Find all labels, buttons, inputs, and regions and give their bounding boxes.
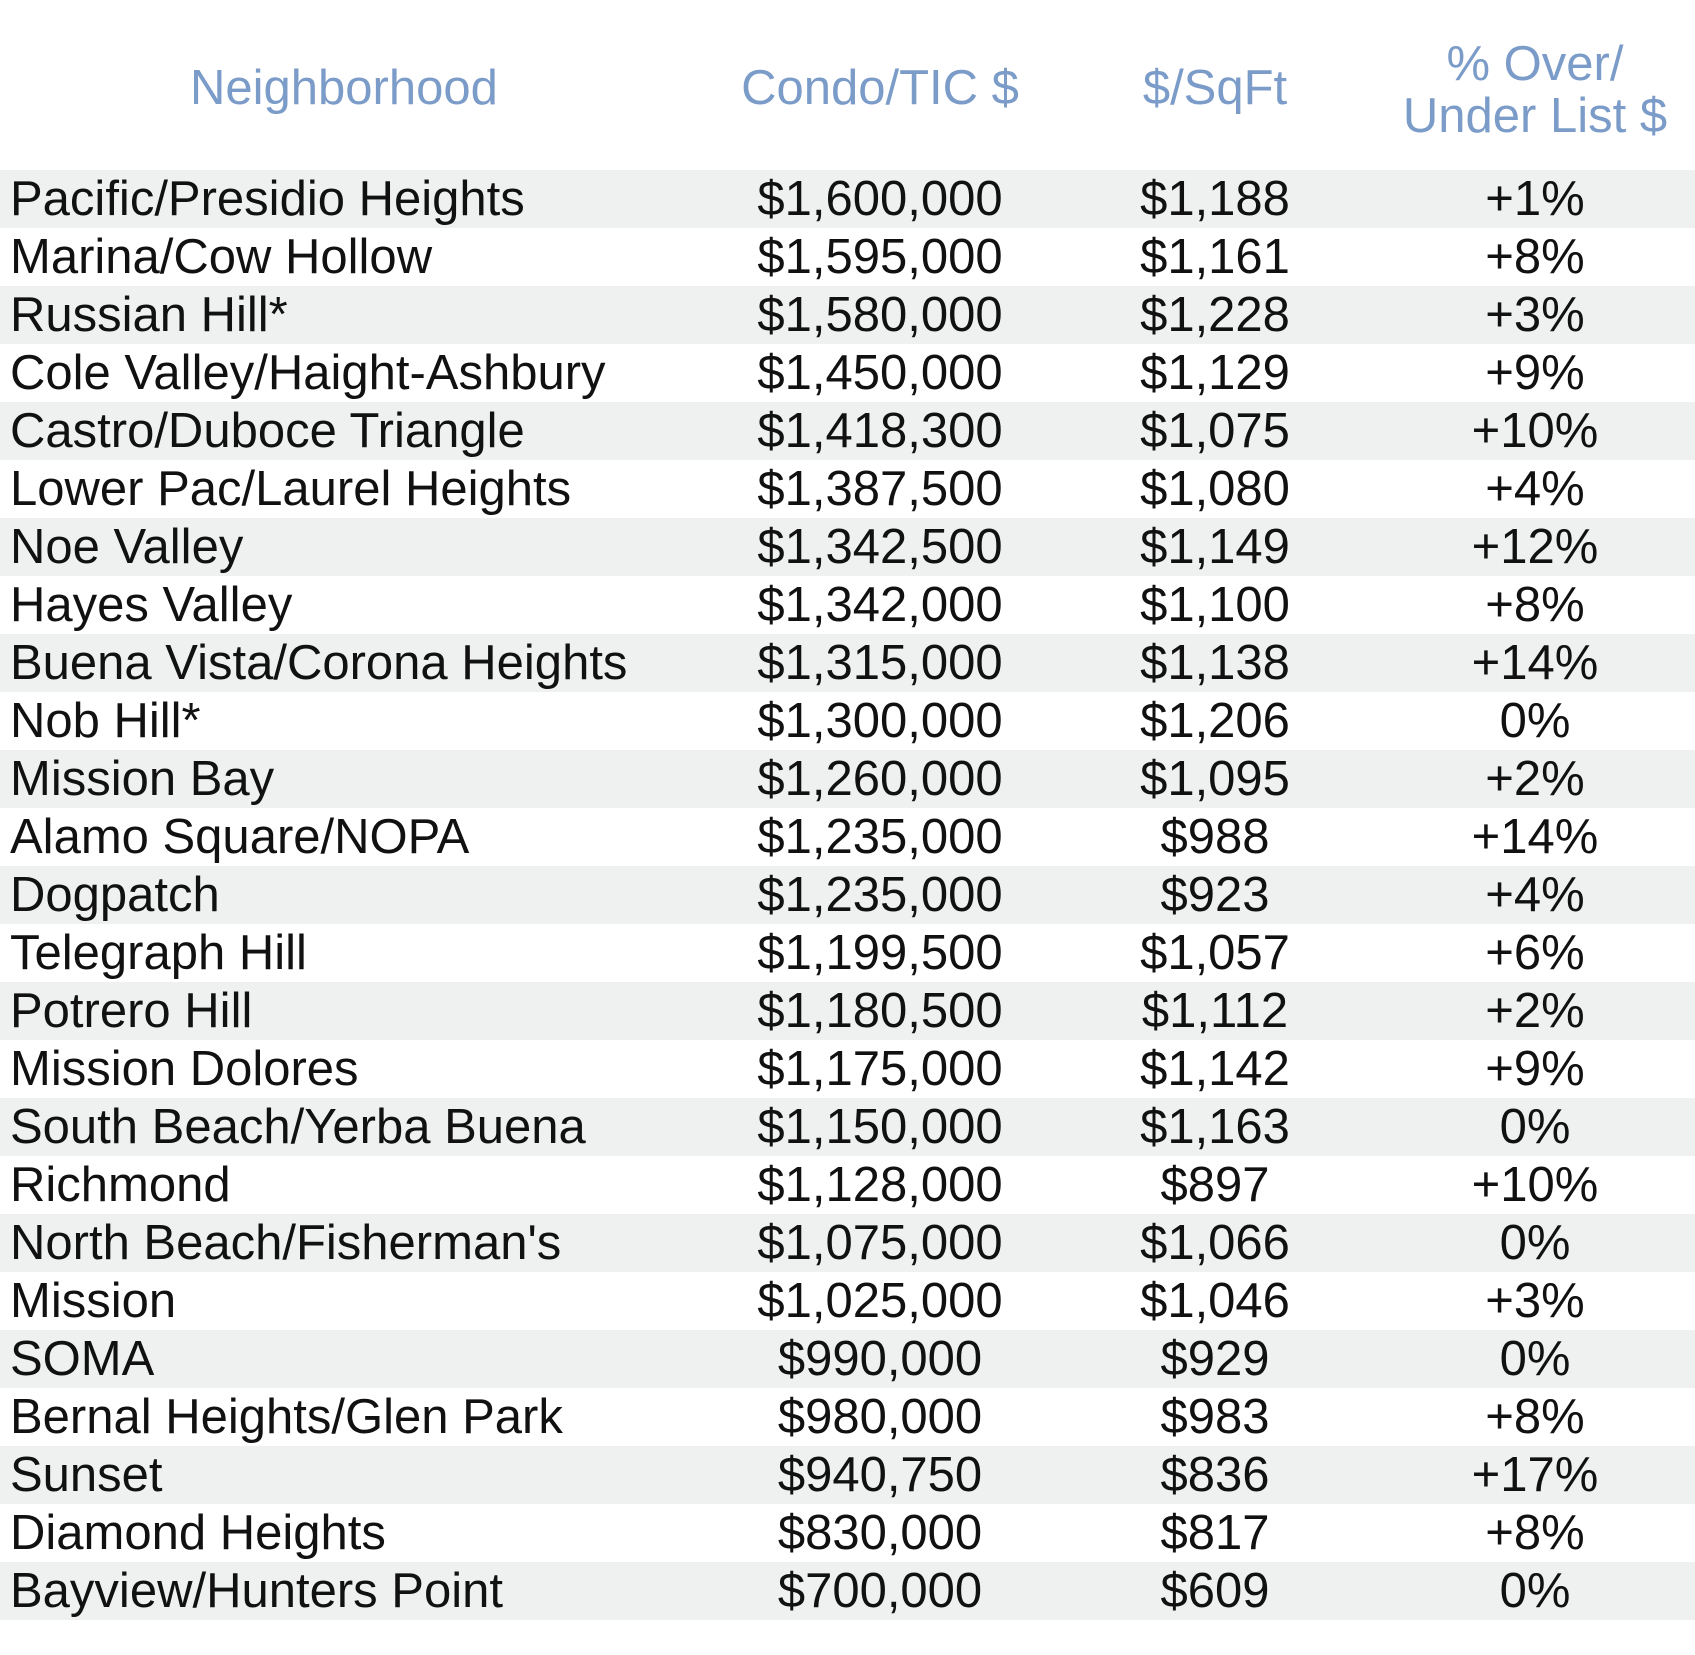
over-under-list-cell: +4% bbox=[1485, 868, 1585, 922]
over-under-list-cell: +6% bbox=[1485, 926, 1585, 980]
price-per-sqft-cell: $1,138 bbox=[1140, 636, 1290, 690]
neighborhood-cell: Dogpatch bbox=[10, 868, 220, 922]
table-row bbox=[0, 692, 1695, 750]
price-per-sqft-cell: $1,095 bbox=[1140, 752, 1290, 806]
price-per-sqft-cell: $1,075 bbox=[1140, 404, 1290, 458]
over-under-list-cell: 0% bbox=[1499, 1564, 1571, 1618]
table-row bbox=[0, 1272, 1695, 1330]
over-under-list-cell: +1% bbox=[1485, 172, 1585, 226]
neighborhood-cell: Potrero Hill bbox=[10, 984, 253, 1038]
table-row bbox=[0, 286, 1695, 344]
table-row bbox=[0, 866, 1695, 924]
price-per-sqft-cell: $1,100 bbox=[1140, 578, 1290, 632]
header-price-per-sqft: $/SqFt bbox=[1142, 61, 1288, 115]
neighborhood-cell: Sunset bbox=[10, 1448, 163, 1502]
header-condo-tic-price: Condo/TIC $ bbox=[741, 61, 1019, 115]
over-under-list-cell: +8% bbox=[1485, 230, 1585, 284]
price-per-sqft-cell: $1,206 bbox=[1140, 694, 1290, 748]
condo-tic-price-cell: $1,025,000 bbox=[757, 1274, 1003, 1328]
neighborhood-cell: Bernal Heights/Glen Park bbox=[10, 1390, 563, 1444]
neighborhood-cell: SOMA bbox=[10, 1332, 155, 1386]
over-under-list-cell: +10% bbox=[1471, 1158, 1599, 1212]
neighborhood-cell: Richmond bbox=[10, 1158, 231, 1212]
condo-tic-price-cell: $830,000 bbox=[777, 1506, 983, 1560]
condo-tic-price-cell: $1,387,500 bbox=[757, 462, 1003, 516]
condo-tic-price-cell: $1,128,000 bbox=[757, 1158, 1003, 1212]
over-under-list-cell: 0% bbox=[1499, 1332, 1571, 1386]
condo-tic-price-cell: $1,175,000 bbox=[757, 1042, 1003, 1096]
over-under-list-cell: 0% bbox=[1499, 1216, 1571, 1270]
price-per-sqft-cell: $1,057 bbox=[1140, 926, 1290, 980]
table-row bbox=[0, 344, 1695, 402]
over-under-list-cell: +2% bbox=[1485, 984, 1585, 1038]
condo-tic-price-cell: $980,000 bbox=[777, 1390, 983, 1444]
condo-tic-price-cell: $1,235,000 bbox=[757, 868, 1003, 922]
over-under-list-cell: +8% bbox=[1485, 1506, 1585, 1560]
neighborhood-cell: Diamond Heights bbox=[10, 1506, 386, 1560]
neighborhood-cell: Hayes Valley bbox=[10, 578, 293, 632]
condo-tic-price-cell: $1,595,000 bbox=[757, 230, 1003, 284]
condo-tic-price-cell: $1,150,000 bbox=[757, 1100, 1003, 1154]
over-under-list-cell: +14% bbox=[1471, 636, 1599, 690]
table-row bbox=[0, 634, 1695, 692]
table-header bbox=[0, 0, 1695, 168]
condo-tic-price-cell: $1,418,300 bbox=[757, 404, 1003, 458]
neighborhood-cell: Buena Vista/Corona Heights bbox=[10, 636, 628, 690]
condo-tic-price-cell: $1,199,500 bbox=[757, 926, 1003, 980]
condo-tic-price-cell: $1,235,000 bbox=[757, 810, 1003, 864]
over-under-list-cell: +4% bbox=[1485, 462, 1585, 516]
neighborhood-cell: Marina/Cow Hollow bbox=[10, 230, 433, 284]
condo-tic-price-cell: $1,342,000 bbox=[757, 578, 1003, 632]
price-per-sqft-cell: $1,149 bbox=[1140, 520, 1290, 574]
header-neighborhood: Neighborhood bbox=[190, 61, 498, 115]
condo-tic-price-cell: $1,450,000 bbox=[757, 346, 1003, 400]
table-row bbox=[0, 1562, 1695, 1620]
condo-tic-price-cell: $1,600,000 bbox=[757, 172, 1003, 226]
neighborhood-cell: Telegraph Hill bbox=[10, 926, 307, 980]
table-row bbox=[0, 170, 1695, 228]
condo-tic-price-cell: $1,075,000 bbox=[757, 1216, 1003, 1270]
over-under-list-cell: +3% bbox=[1485, 1274, 1585, 1328]
over-under-list-cell: +9% bbox=[1485, 1042, 1585, 1096]
neighborhood-cell: Castro/Duboce Triangle bbox=[10, 404, 525, 458]
price-per-sqft-cell: $897 bbox=[1160, 1158, 1270, 1212]
table-row bbox=[0, 1446, 1695, 1504]
condo-tic-price-cell: $1,300,000 bbox=[757, 694, 1003, 748]
price-per-sqft-cell: $1,129 bbox=[1140, 346, 1290, 400]
table-row bbox=[0, 808, 1695, 866]
neighborhood-cell: Nob Hill* bbox=[10, 694, 201, 748]
neighborhood-cell: South Beach/Yerba Buena bbox=[10, 1100, 586, 1154]
price-per-sqft-cell: $983 bbox=[1160, 1390, 1270, 1444]
condo-tic-price-cell: $940,750 bbox=[777, 1448, 983, 1502]
table-row bbox=[0, 228, 1695, 286]
neighborhood-cell: Mission bbox=[10, 1274, 177, 1328]
over-under-list-cell: +3% bbox=[1485, 288, 1585, 342]
condo-tic-price-cell: $1,580,000 bbox=[757, 288, 1003, 342]
table-row bbox=[0, 1214, 1695, 1272]
table-row bbox=[0, 1388, 1695, 1446]
condo-tic-price-cell: $1,342,500 bbox=[757, 520, 1003, 574]
price-per-sqft-cell: $923 bbox=[1160, 868, 1270, 922]
neighborhood-cell: Mission Dolores bbox=[10, 1042, 359, 1096]
table-row bbox=[0, 750, 1695, 808]
price-per-sqft-cell: $988 bbox=[1160, 810, 1270, 864]
neighborhood-cell: Noe Valley bbox=[10, 520, 244, 574]
neighborhood-cell: North Beach/Fisherman's bbox=[10, 1216, 562, 1270]
over-under-list-cell: +8% bbox=[1485, 1390, 1585, 1444]
over-under-list-cell: +9% bbox=[1485, 346, 1585, 400]
table-row bbox=[0, 1098, 1695, 1156]
price-per-sqft-cell: $836 bbox=[1160, 1448, 1270, 1502]
price-per-sqft-cell: $1,228 bbox=[1140, 288, 1290, 342]
condo-tic-price-cell: $1,315,000 bbox=[757, 636, 1003, 690]
condo-tic-price-cell: $700,000 bbox=[777, 1564, 983, 1618]
neighborhood-cell: Mission Bay bbox=[10, 752, 275, 806]
condo-tic-price-cell: $1,260,000 bbox=[757, 752, 1003, 806]
header-over-under-list: % Over/ Under List $ bbox=[1402, 37, 1668, 143]
price-per-sqft-cell: $929 bbox=[1160, 1332, 1270, 1386]
over-under-list-cell: +10% bbox=[1471, 404, 1599, 458]
table-row bbox=[0, 1330, 1695, 1388]
neighborhood-cell: Russian Hill* bbox=[10, 288, 288, 342]
over-under-list-cell: +17% bbox=[1471, 1448, 1599, 1502]
price-per-sqft-cell: $1,142 bbox=[1140, 1042, 1290, 1096]
condo-tic-price-cell: $990,000 bbox=[777, 1332, 983, 1386]
over-under-list-cell: +8% bbox=[1485, 578, 1585, 632]
table-row bbox=[0, 1156, 1695, 1214]
table-row bbox=[0, 924, 1695, 982]
price-per-sqft-cell: $1,188 bbox=[1140, 172, 1290, 226]
over-under-list-cell: +2% bbox=[1485, 752, 1585, 806]
price-per-sqft-cell: $817 bbox=[1160, 1506, 1270, 1560]
table-row bbox=[0, 460, 1695, 518]
price-per-sqft-cell: $1,066 bbox=[1140, 1216, 1290, 1270]
table-row bbox=[0, 402, 1695, 460]
neighborhood-cell: Pacific/Presidio Heights bbox=[10, 172, 525, 226]
table-row bbox=[0, 576, 1695, 634]
price-per-sqft-cell: $609 bbox=[1160, 1564, 1270, 1618]
over-under-list-cell: 0% bbox=[1499, 1100, 1571, 1154]
table-row bbox=[0, 1504, 1695, 1562]
table-body bbox=[0, 170, 1695, 1620]
over-under-list-cell: +12% bbox=[1471, 520, 1599, 574]
table-row bbox=[0, 982, 1695, 1040]
price-per-sqft-cell: $1,161 bbox=[1140, 230, 1290, 284]
over-under-list-cell: 0% bbox=[1499, 694, 1571, 748]
price-per-sqft-cell: $1,046 bbox=[1140, 1274, 1290, 1328]
neighborhood-cell: Cole Valley/Haight-Ashbury bbox=[10, 346, 606, 400]
neighborhood-cell: Alamo Square/NOPA bbox=[10, 810, 470, 864]
table-row bbox=[0, 1040, 1695, 1098]
neighborhood-cell: Bayview/Hunters Point bbox=[10, 1564, 503, 1618]
price-per-sqft-cell: $1,163 bbox=[1140, 1100, 1290, 1154]
over-under-list-cell: +14% bbox=[1471, 810, 1599, 864]
price-per-sqft-cell: $1,080 bbox=[1140, 462, 1290, 516]
table-row bbox=[0, 518, 1695, 576]
price-per-sqft-cell: $1,112 bbox=[1141, 984, 1289, 1038]
condo-tic-price-cell: $1,180,500 bbox=[757, 984, 1003, 1038]
neighborhood-cell: Lower Pac/Laurel Heights bbox=[10, 462, 572, 516]
